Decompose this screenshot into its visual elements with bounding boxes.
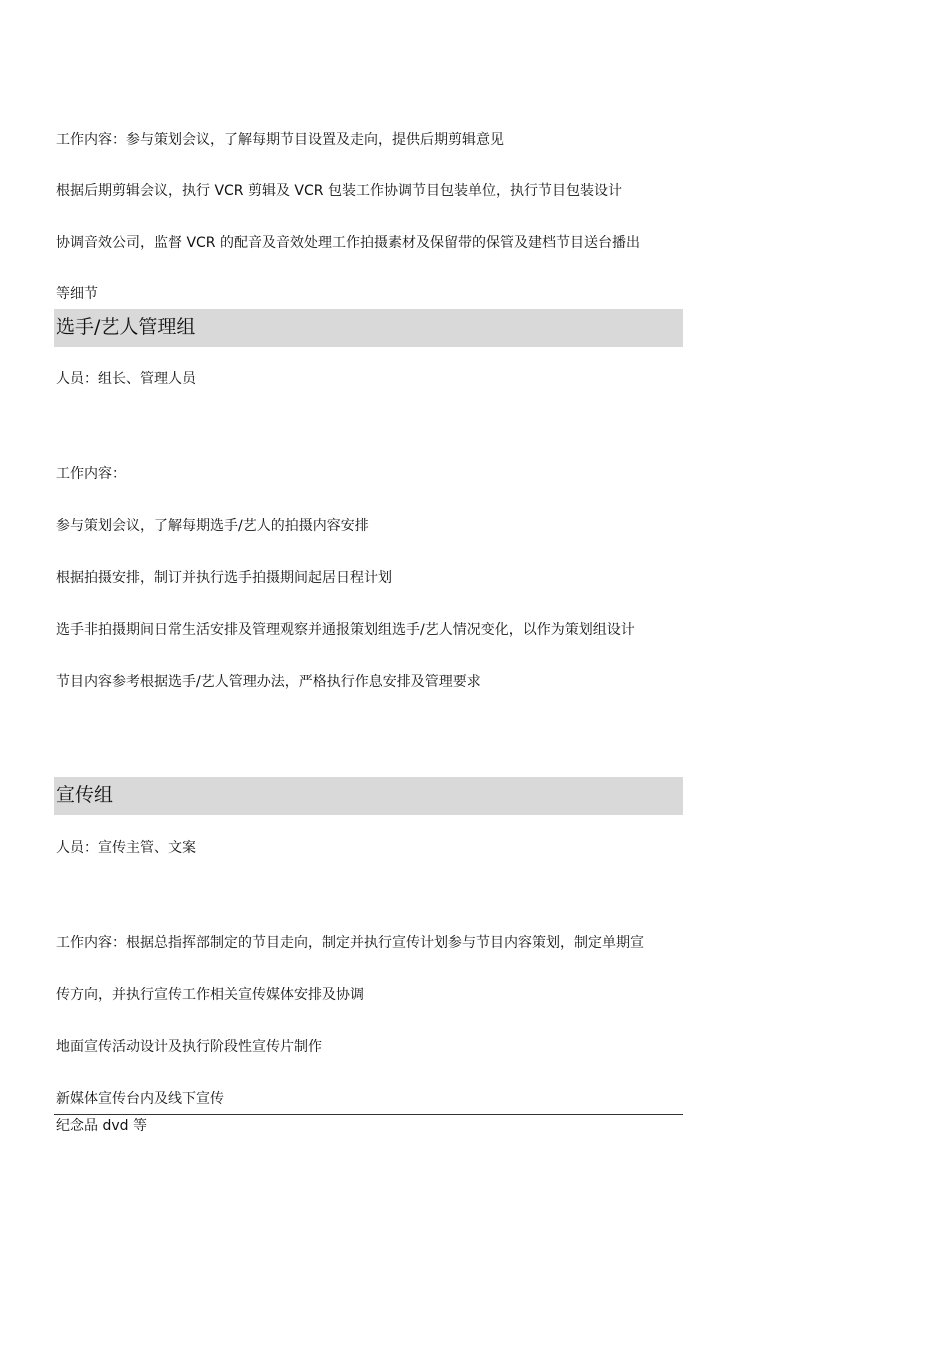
- production-work-line-1: 工作内容：参与策划会议，了解每期节目设置及走向，提供后期剪辑意见: [56, 132, 504, 148]
- artist-work-line-2: 根据拍摄安排，制订并执行选手拍摄期间起居日程计划: [56, 570, 392, 586]
- divider-line: [54, 1114, 683, 1115]
- promo-staff: 人员：宣传主管、文案: [56, 840, 196, 856]
- promo-work-line-4: 新媒体宣传台内及线下宣传: [56, 1091, 224, 1107]
- production-work-line-2: 根据后期剪辑会议，执行 VCR 剪辑及 VCR 包装工作协调节目包装单位，执行节目包装设计: [56, 183, 622, 199]
- promo-work-line-1: 工作内容：根据总指挥部制定的节目走向，制定并执行宣传计划参与节目内容策划，制定单期宣: [56, 935, 644, 951]
- promo-section-header: [54, 777, 683, 815]
- promo-work-line-2: 传方向，并执行宣传工作相关宣传媒体安排及协调: [56, 987, 364, 1003]
- promo-work-line-3: 地面宣传活动设计及执行阶段性宣传片制作: [56, 1039, 322, 1055]
- artist-work-line-1: 参与策划会议，了解每期选手/艺人的拍摄内容安排: [56, 518, 369, 534]
- artist-work-line-4: 节目内容参考根据选手/艺人管理办法，严格执行作息安排及管理要求: [56, 674, 481, 690]
- artist-work-label: 工作内容：: [56, 466, 126, 482]
- artist-staff: 人员：组长、管理人员: [56, 371, 196, 387]
- production-work-line-4: 等细节: [56, 286, 98, 302]
- production-work-line-3: 协调音效公司，监督 VCR 的配音及音效处理工作拍摄素材及保留带的保管及建档节目送台播出: [56, 235, 640, 251]
- artist-section-title: 选手/艺人管理组: [56, 316, 196, 338]
- artist-section-header: [54, 309, 683, 347]
- artist-work-line-3: 选手非拍摄期间日常生活安排及管理观察并通报策划组选手/艺人情况变化，以作为策划组设计: [56, 622, 635, 638]
- promo-section-title: 宣传组: [56, 784, 114, 806]
- promo-work-line-5: 纪念品 dvd 等: [56, 1118, 147, 1134]
